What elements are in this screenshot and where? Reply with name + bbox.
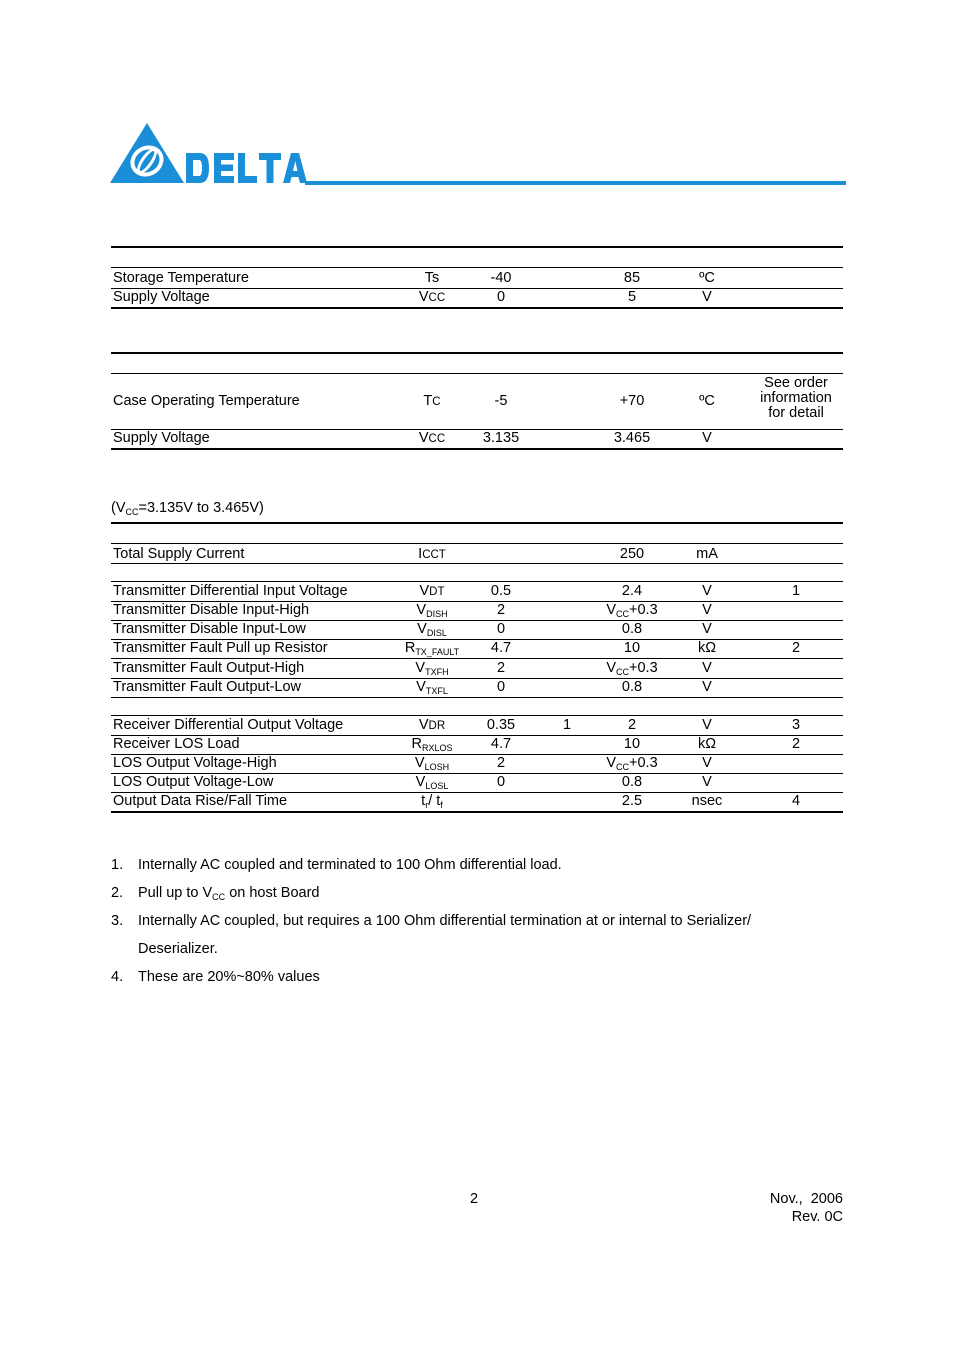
param-unit: V	[702, 289, 712, 305]
param-unit: V	[702, 602, 712, 618]
param-symbol: $V_{TXFH}$	[415, 660, 449, 677]
param-unit: mA	[696, 546, 718, 562]
elec-condition: ($V_{CC}=3.135V$ to 3.465V)	[111, 500, 264, 517]
page-number: 2	[469, 1191, 479, 1207]
param-symbol: VDT	[419, 583, 445, 599]
param-max: 2	[627, 717, 637, 733]
param-symbol: $V_{DISL}$	[417, 621, 447, 638]
param-min: 4.7	[490, 736, 512, 752]
param-name: Case Operating Temperature	[113, 393, 300, 409]
param-name: Supply Voltage	[113, 289, 210, 305]
param-max: +70	[619, 393, 645, 409]
param-min: 0.5	[490, 583, 512, 599]
param-name: Transmitter Differential Input Voltage	[113, 583, 348, 599]
param-symbol: VCC	[418, 430, 446, 446]
param-min: 0	[496, 289, 506, 305]
param-note: See order information for detail	[760, 375, 832, 421]
param-unit: V	[702, 621, 712, 637]
param-name: Total Supply Current	[113, 546, 245, 562]
param-name: Transmitter Disable Input-Low	[113, 621, 306, 637]
param-symbol: $V_{LOSL}$	[415, 774, 449, 791]
param-max: $V_{CC}+0.3$	[606, 660, 658, 677]
table-row	[111, 659, 843, 678]
param-unit: kΩ	[697, 640, 717, 656]
param-symbol: $V_{LOSH}$	[414, 755, 450, 772]
param-min: 0	[496, 774, 506, 790]
param-symbol: $V_{DISH}$	[416, 602, 448, 619]
param-name: Transmitter Fault Output-Low	[113, 679, 302, 695]
param-note: 2	[791, 736, 801, 752]
table-row	[111, 374, 843, 429]
param-max: 85	[623, 270, 641, 286]
param-symbol: $t_r/$ $t_f$	[421, 793, 443, 810]
param-name: Transmitter Fault Output-High	[113, 660, 305, 676]
param-min: 0.35	[486, 717, 516, 733]
param-max: 2.5	[621, 793, 643, 809]
table-row	[111, 716, 843, 735]
footer-rev: Rev. 0C	[791, 1209, 843, 1225]
param-symbol: VDR	[418, 717, 446, 733]
param-symbol: Ts	[424, 270, 440, 286]
param-min: 2	[496, 660, 506, 676]
param-symbol: ICCT	[418, 546, 446, 562]
param-max: $V_{CC}+0.3$	[606, 755, 658, 772]
param-min: -40	[490, 270, 512, 286]
param-min: 3.135	[482, 430, 520, 446]
param-max: 0.8	[621, 679, 643, 695]
param-note: 1	[791, 583, 801, 599]
table-row	[111, 792, 843, 811]
param-symbol: $R_{RXLOS}$	[411, 736, 453, 753]
table-row	[111, 678, 843, 697]
table-row	[111, 754, 843, 773]
table-row	[111, 735, 843, 754]
param-name: Transmitter Fault Pull up Resistor	[113, 640, 328, 656]
param-unit: V	[702, 430, 712, 446]
param-name: LOS Output Voltage-High	[113, 755, 277, 771]
param-note: 2	[791, 640, 801, 656]
param-min: 2	[496, 755, 506, 771]
param-max: 0.8	[621, 621, 643, 637]
param-max: 250	[619, 546, 645, 562]
param-typ: 1	[562, 717, 572, 733]
header-rule	[305, 181, 846, 185]
param-unit: nsec	[691, 793, 723, 809]
param-unit: V	[702, 774, 712, 790]
param-max: 3.465	[613, 430, 651, 446]
param-name: Supply Voltage	[113, 430, 210, 446]
param-note: 3	[791, 717, 801, 733]
param-unit: V	[702, 717, 712, 733]
param-min: 0	[496, 679, 506, 695]
param-name: Receiver Differential Output Voltage	[113, 717, 344, 733]
table-row	[111, 429, 843, 448]
param-name: LOS Output Voltage-Low	[113, 774, 274, 790]
param-max: 2.4	[621, 583, 643, 599]
table-row	[111, 582, 843, 601]
param-name: Storage Temperature	[113, 270, 249, 286]
param-max: 5	[627, 289, 637, 305]
param-max: 10	[623, 736, 641, 752]
param-min: -5	[494, 393, 508, 409]
param-symbol: TC	[423, 393, 441, 409]
table-row	[111, 620, 843, 639]
param-name: Receiver LOS Load	[113, 736, 240, 752]
param-unit: V	[702, 660, 712, 676]
footer-date: Nov., 2006	[769, 1191, 843, 1207]
param-unit: V	[702, 679, 712, 695]
param-name: Output Data Rise/Fall Time	[113, 793, 288, 809]
param-note: 4	[791, 793, 801, 809]
table-row	[111, 545, 843, 564]
param-max: $V_{CC}+0.3$	[606, 602, 658, 619]
table-row	[111, 601, 843, 620]
param-min: 4.7	[490, 640, 512, 656]
param-min: 0	[496, 621, 506, 637]
delta-logo	[110, 123, 310, 187]
param-symbol: VCC	[418, 289, 446, 305]
param-min: 2	[496, 602, 506, 618]
table-row	[111, 773, 843, 792]
param-unit: ºC	[699, 270, 715, 286]
param-max: 0.8	[621, 774, 643, 790]
param-symbol: $V_{TXFL}$	[416, 679, 448, 696]
param-unit: V	[702, 583, 712, 599]
param-unit: kΩ	[697, 736, 717, 752]
table-row	[111, 269, 843, 288]
param-symbol: $R_{TX\_FAULT}$	[404, 640, 460, 657]
param-unit: V	[702, 755, 712, 771]
param-name: Transmitter Disable Input-High	[113, 602, 310, 618]
param-max: 10	[623, 640, 641, 656]
table-row	[111, 639, 843, 658]
param-unit: ºC	[699, 393, 715, 409]
table-row	[111, 288, 843, 307]
